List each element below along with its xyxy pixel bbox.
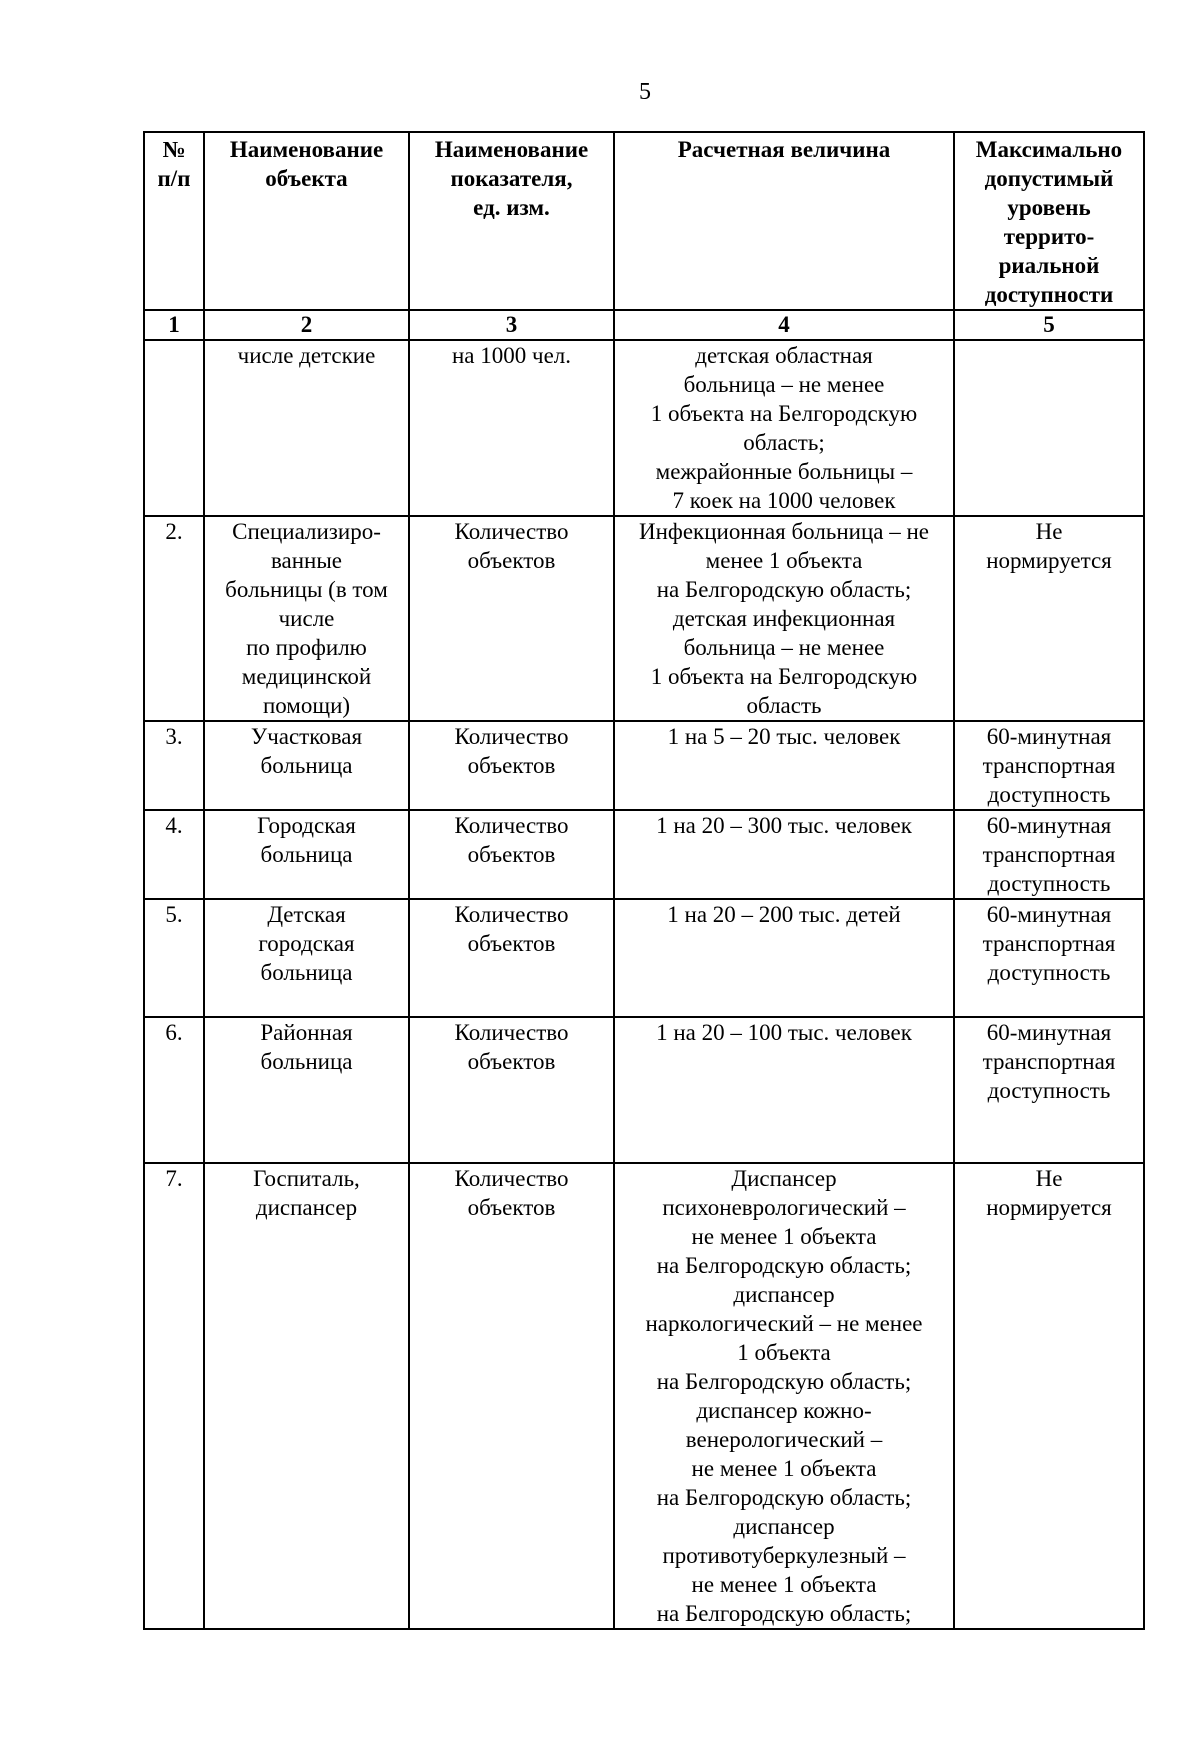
cell-line: 60-минутная <box>986 813 1112 838</box>
cell-line: 1 на 20 – 200 тыс. детей <box>667 902 901 927</box>
cell-line: 1 объекта на Белгородскую <box>650 401 918 426</box>
cell-line: объектов <box>467 931 556 956</box>
object-name-cell <box>204 810 409 899</box>
accessibility-cell <box>954 810 1144 899</box>
cell-line: детская областная <box>695 343 873 368</box>
cell-line: на Белгородскую область; <box>656 1485 912 1510</box>
table-header-row <box>144 132 1144 310</box>
cell-line: Количество <box>454 813 569 838</box>
cell-line: ванные <box>270 548 343 573</box>
cell-line: Госпиталь, <box>253 1166 360 1191</box>
cell-line: больница <box>260 960 353 985</box>
cell-line: транспортная <box>982 842 1116 867</box>
cell-line: Инфекционная больница – не <box>639 519 929 544</box>
calculated-value-cell <box>614 721 954 810</box>
cell-line: 7 коек на 1000 человек <box>672 488 896 513</box>
calculated-value-cell <box>614 340 954 516</box>
cell-line: объектов <box>467 842 556 867</box>
cell-line: больница – не менее <box>683 372 885 397</box>
calculated-value-cell <box>614 1017 954 1163</box>
cell-line: область; <box>743 430 825 455</box>
table-row <box>144 899 1144 1017</box>
cell-line: межрайонные больницы – <box>655 459 913 484</box>
cell-line: на Белгородскую область; <box>656 1601 912 1626</box>
cell-line: нормируется <box>986 548 1112 573</box>
cell-line: транспортная <box>982 931 1116 956</box>
calculated-value-cell <box>614 516 954 721</box>
table-row <box>144 1163 1144 1629</box>
cell-line: менее 1 объекта <box>705 548 863 573</box>
cell-line: не менее 1 объекта <box>691 1456 877 1481</box>
cell-line: 1 объекта <box>737 1340 831 1365</box>
indicator-cell <box>409 340 614 516</box>
cell-line: наркологический – не менее <box>645 1311 923 1336</box>
row-number: 3. <box>144 721 204 810</box>
cell-line: 60-минутная <box>986 902 1112 927</box>
cell-line: 1 на 5 – 20 тыс. человек <box>667 724 901 749</box>
page-number: 5 <box>639 79 651 105</box>
cell-line: область <box>746 693 822 718</box>
cell-line: Количество <box>454 519 569 544</box>
cell-line: доступность <box>987 1078 1111 1103</box>
column-number-row <box>144 310 1144 340</box>
cell-line: Количество <box>454 724 569 749</box>
cell-line: 1 на 20 – 100 тыс. человек <box>656 1020 912 1045</box>
cell-line: транспортная <box>982 1049 1116 1074</box>
accessibility-cell <box>954 721 1144 810</box>
cell-line: Количество <box>454 902 569 927</box>
cell-line: Количество <box>454 1166 569 1191</box>
object-name-cell <box>204 1017 409 1163</box>
cell-line: по профилю <box>246 635 367 660</box>
cell-line: Диспансер <box>731 1166 837 1191</box>
row-number: 4. <box>144 810 204 899</box>
cell-line: транспортная <box>982 753 1116 778</box>
table-body <box>144 340 1144 1629</box>
cell-line: объектов <box>467 1049 556 1074</box>
accessibility-cell <box>954 899 1144 1017</box>
cell-line: числе <box>278 606 335 631</box>
indicator-cell <box>409 1017 614 1163</box>
calculated-value-cell <box>614 1163 954 1629</box>
column-number: 3 <box>409 310 614 340</box>
header-indicator-name: Наименование показателя, ед. изм. <box>409 132 614 310</box>
indicator-cell <box>409 810 614 899</box>
cell-line: больница <box>260 1049 353 1074</box>
cell-line: числе детские <box>237 343 376 368</box>
cell-line: 60-минутная <box>986 1020 1112 1045</box>
cell-line: диспансер <box>733 1514 835 1539</box>
cell-line: 1 объекта на Белгородскую <box>650 664 918 689</box>
cell-line: больница – не менее <box>683 635 885 660</box>
cell-line: нормируется <box>986 1195 1112 1220</box>
cell-line: венерологический – <box>685 1427 883 1452</box>
cell-line: Специализиро- <box>232 519 381 544</box>
header-object-name: Наименование объекта <box>204 132 409 310</box>
row-number <box>144 340 204 516</box>
cell-line: больница <box>260 753 353 778</box>
cell-line: Участковая <box>250 724 363 749</box>
cell-line: доступность <box>987 871 1111 896</box>
table-row <box>144 1017 1144 1163</box>
table-row <box>144 810 1144 899</box>
header-calculated-value: Расчетная величина <box>614 132 954 310</box>
cell-line: медицинской <box>241 664 372 689</box>
cell-line: Не <box>1035 519 1063 544</box>
row-number: 2. <box>144 516 204 721</box>
indicator-cell <box>409 1163 614 1629</box>
row-number: 6. <box>144 1017 204 1163</box>
cell-line: Детская <box>267 902 346 927</box>
object-name-cell <box>204 340 409 516</box>
cell-line: 1 на 20 – 300 тыс. человек <box>656 813 912 838</box>
column-number: 1 <box>144 310 204 340</box>
cell-line: доступность <box>987 960 1111 985</box>
table-row <box>144 721 1144 810</box>
accessibility-cell <box>954 1017 1144 1163</box>
cell-line: на Белгородскую область; <box>656 1369 912 1394</box>
cell-line: объектов <box>467 1195 556 1220</box>
cell-line: Районная <box>260 1020 353 1045</box>
accessibility-cell <box>954 340 1144 516</box>
standards-table <box>143 131 1145 1630</box>
column-number: 4 <box>614 310 954 340</box>
column-number: 2 <box>204 310 409 340</box>
object-name-cell <box>204 721 409 810</box>
indicator-cell <box>409 516 614 721</box>
calculated-value-cell <box>614 899 954 1017</box>
indicator-cell <box>409 721 614 810</box>
accessibility-cell <box>954 1163 1144 1629</box>
indicator-cell <box>409 899 614 1017</box>
cell-line: доступность <box>987 782 1111 807</box>
cell-line: не менее 1 объекта <box>691 1224 877 1249</box>
cell-line: Не <box>1035 1166 1063 1191</box>
cell-line: 60-минутная <box>986 724 1112 749</box>
column-number: 5 <box>954 310 1144 340</box>
cell-line: объектов <box>467 753 556 778</box>
table-row <box>144 340 1144 516</box>
calculated-value-cell <box>614 810 954 899</box>
row-number: 5. <box>144 899 204 1017</box>
cell-line: детская инфекционная <box>672 606 896 631</box>
cell-line: на 1000 чел. <box>451 343 572 368</box>
cell-line: городская <box>258 931 355 956</box>
header-number: № п/п <box>144 132 204 310</box>
cell-line: диспансер <box>733 1282 835 1307</box>
object-name-cell <box>204 1163 409 1629</box>
cell-line: объектов <box>467 548 556 573</box>
header-max-accessibility: Максимально допустимый уровень террито- риальной доступности <box>954 132 1144 310</box>
cell-line: больница <box>260 842 353 867</box>
cell-line: на Белгородскую область; <box>656 577 912 602</box>
cell-line: Городская <box>257 813 356 838</box>
cell-line: противотуберкулезный – <box>662 1543 906 1568</box>
object-name-cell <box>204 516 409 721</box>
cell-line: не менее 1 объекта <box>691 1572 877 1597</box>
cell-line: диспансер кожно- <box>696 1398 872 1423</box>
cell-line: Количество <box>454 1020 569 1045</box>
table-row <box>144 516 1144 721</box>
cell-line: помощи) <box>262 693 351 718</box>
row-number: 7. <box>144 1163 204 1629</box>
cell-line: больницы (в том <box>225 577 388 602</box>
object-name-cell <box>204 899 409 1017</box>
cell-line: психоневрологический – <box>662 1195 906 1220</box>
cell-line: на Белгородскую область; <box>656 1253 912 1278</box>
cell-line: диспансер <box>255 1195 358 1220</box>
accessibility-cell <box>954 516 1144 721</box>
